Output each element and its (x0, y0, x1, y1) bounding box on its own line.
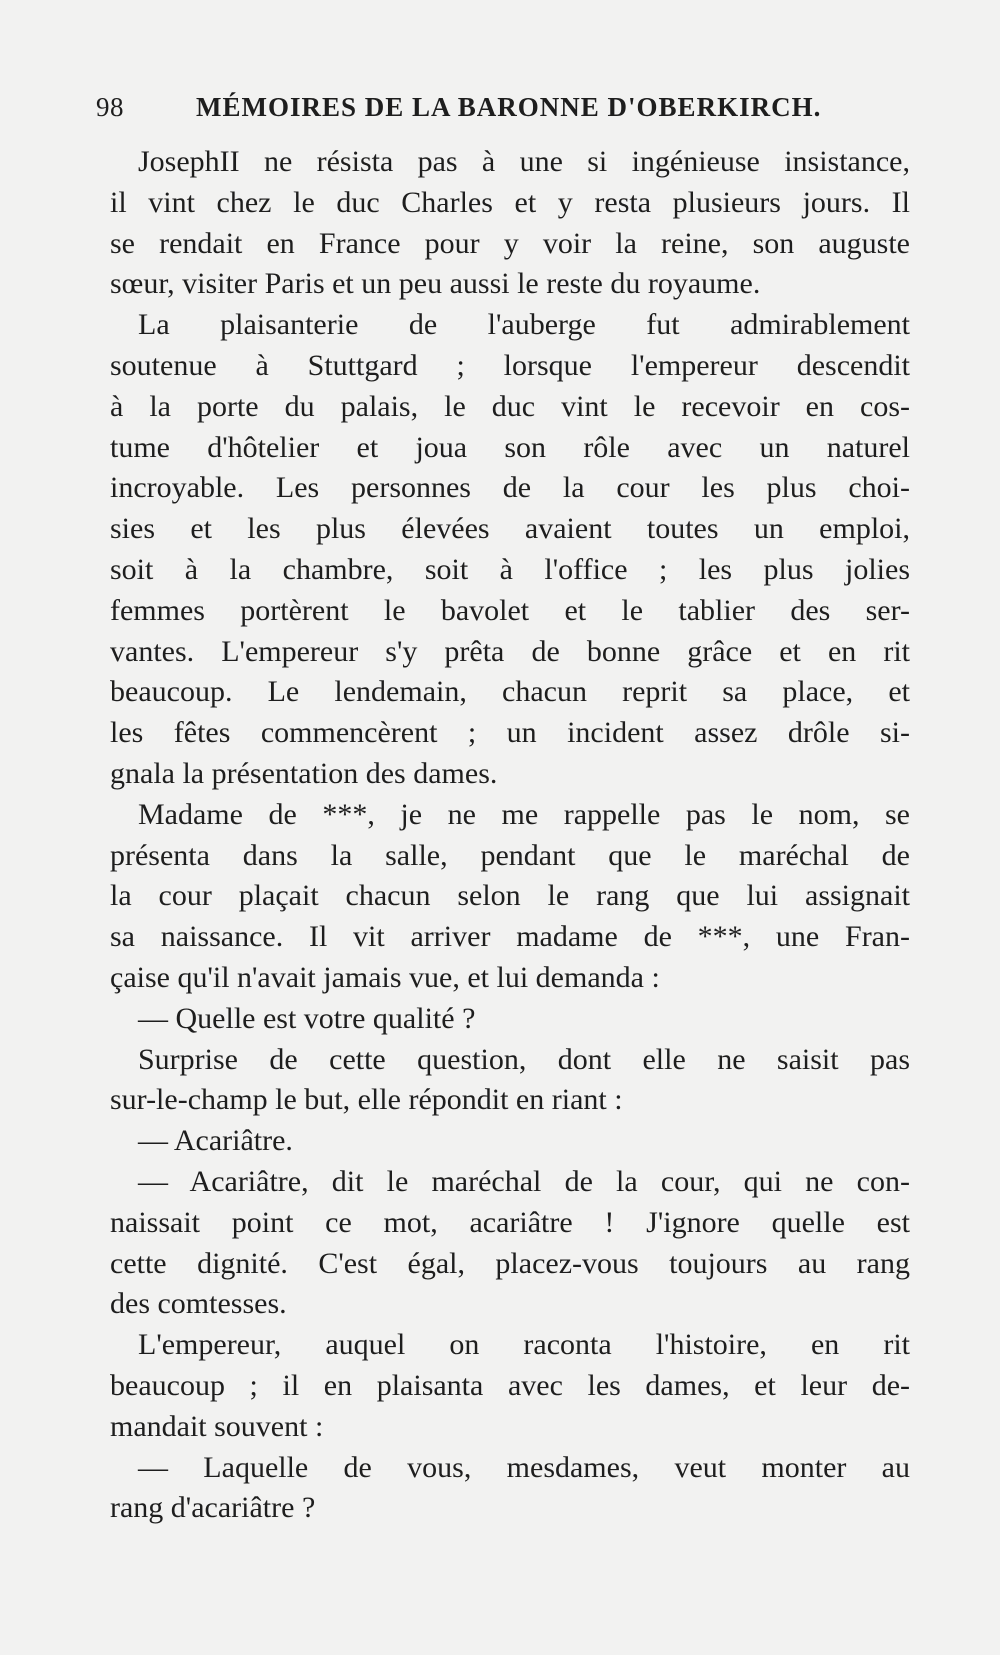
text-line: la cour plaçait chacun selon le rang que lui assignait (110, 879, 910, 913)
text-line: çaise qu'il n'avait jamais vue, et lui demanda : (110, 960, 660, 994)
text-line: il vint chez le duc Charles et y resta plusieurs jours. Il (110, 185, 910, 219)
text-line: incroyable. Les personnes de la cour les plus choi- (110, 471, 910, 505)
text-line: — Acariâtre. (138, 1124, 293, 1158)
text-line: sies et les plus élevées avaient toutes un emploi, (110, 512, 910, 546)
text-line: rang d'acariâtre ? (110, 1491, 316, 1525)
running-header (96, 92, 896, 123)
text-line: — Quelle est votre qualité ? (138, 1001, 476, 1035)
text-line: — Acariâtre, dit le maréchal de la cour, qui ne con- (138, 1164, 910, 1198)
text-line: beaucoup. Le lendemain, chacun reprit sa place, et (110, 675, 910, 709)
text-line: cette dignité. C'est égal, placez-vous toujours au rang (110, 1246, 910, 1280)
text-line: à la porte du palais, le duc vint le recevoir en cos- (110, 389, 910, 423)
text-line: se rendait en France pour y voir la reine, son auguste (110, 226, 910, 260)
text-line: mandait souvent : (110, 1409, 324, 1443)
text-line: naissait point ce mot, acariâtre ! J'ignore quelle est (110, 1205, 910, 1239)
text-line: — Laquelle de vous, mesdames, veut monter au (138, 1450, 910, 1484)
text-line: les fêtes commencèrent ; un incident assez drôle si- (110, 716, 910, 750)
text-line: soit à la chambre, soit à l'office ; les plus jolies (110, 552, 910, 586)
text-line: Madame de ***, je ne me rappelle pas le nom, se (138, 797, 910, 831)
page-number: 98 (96, 92, 124, 122)
text-line: des comtesses. (110, 1287, 287, 1321)
body-text (110, 142, 910, 1529)
running-title: MÉMOIRES DE LA BARONNE D'OBERKIRCH. (196, 92, 822, 122)
text-line: soutenue à Stuttgard ; lorsque l'empereur descendit (110, 348, 910, 382)
text-line: présenta dans la salle, pendant que le maréchal de (110, 838, 910, 872)
text-line: vantes. L'empereur s'y prêta de bonne grâce et en rit (110, 634, 910, 668)
text-line: L'empereur, auquel on raconta l'histoire, en rit (138, 1328, 910, 1362)
text-line: sur-le-champ le but, elle répondit en riant : (110, 1083, 623, 1117)
text-line: La plaisanterie de l'auberge fut admirablement (138, 308, 910, 342)
text-line: tume d'hôtelier et joua son rôle avec un naturel (110, 430, 910, 464)
text-line: gnala la présentation des dames. (110, 756, 498, 790)
text-line: femmes portèrent le bavolet et le tablier des ser- (110, 593, 910, 627)
text-line: beaucoup ; il en plaisanta avec les dames, et leur de- (110, 1368, 910, 1402)
text-line: sa naissance. Il vit arriver madame de ***, une Fran- (110, 920, 910, 954)
text-line: Surprise de cette question, dont elle ne saisit pas (138, 1042, 910, 1076)
text-line: JosephII ne résista pas à une si ingénieuse insistance, (138, 145, 910, 178)
text-line: sœur, visiter Paris et un peu aussi le reste du royaume. (110, 267, 761, 301)
